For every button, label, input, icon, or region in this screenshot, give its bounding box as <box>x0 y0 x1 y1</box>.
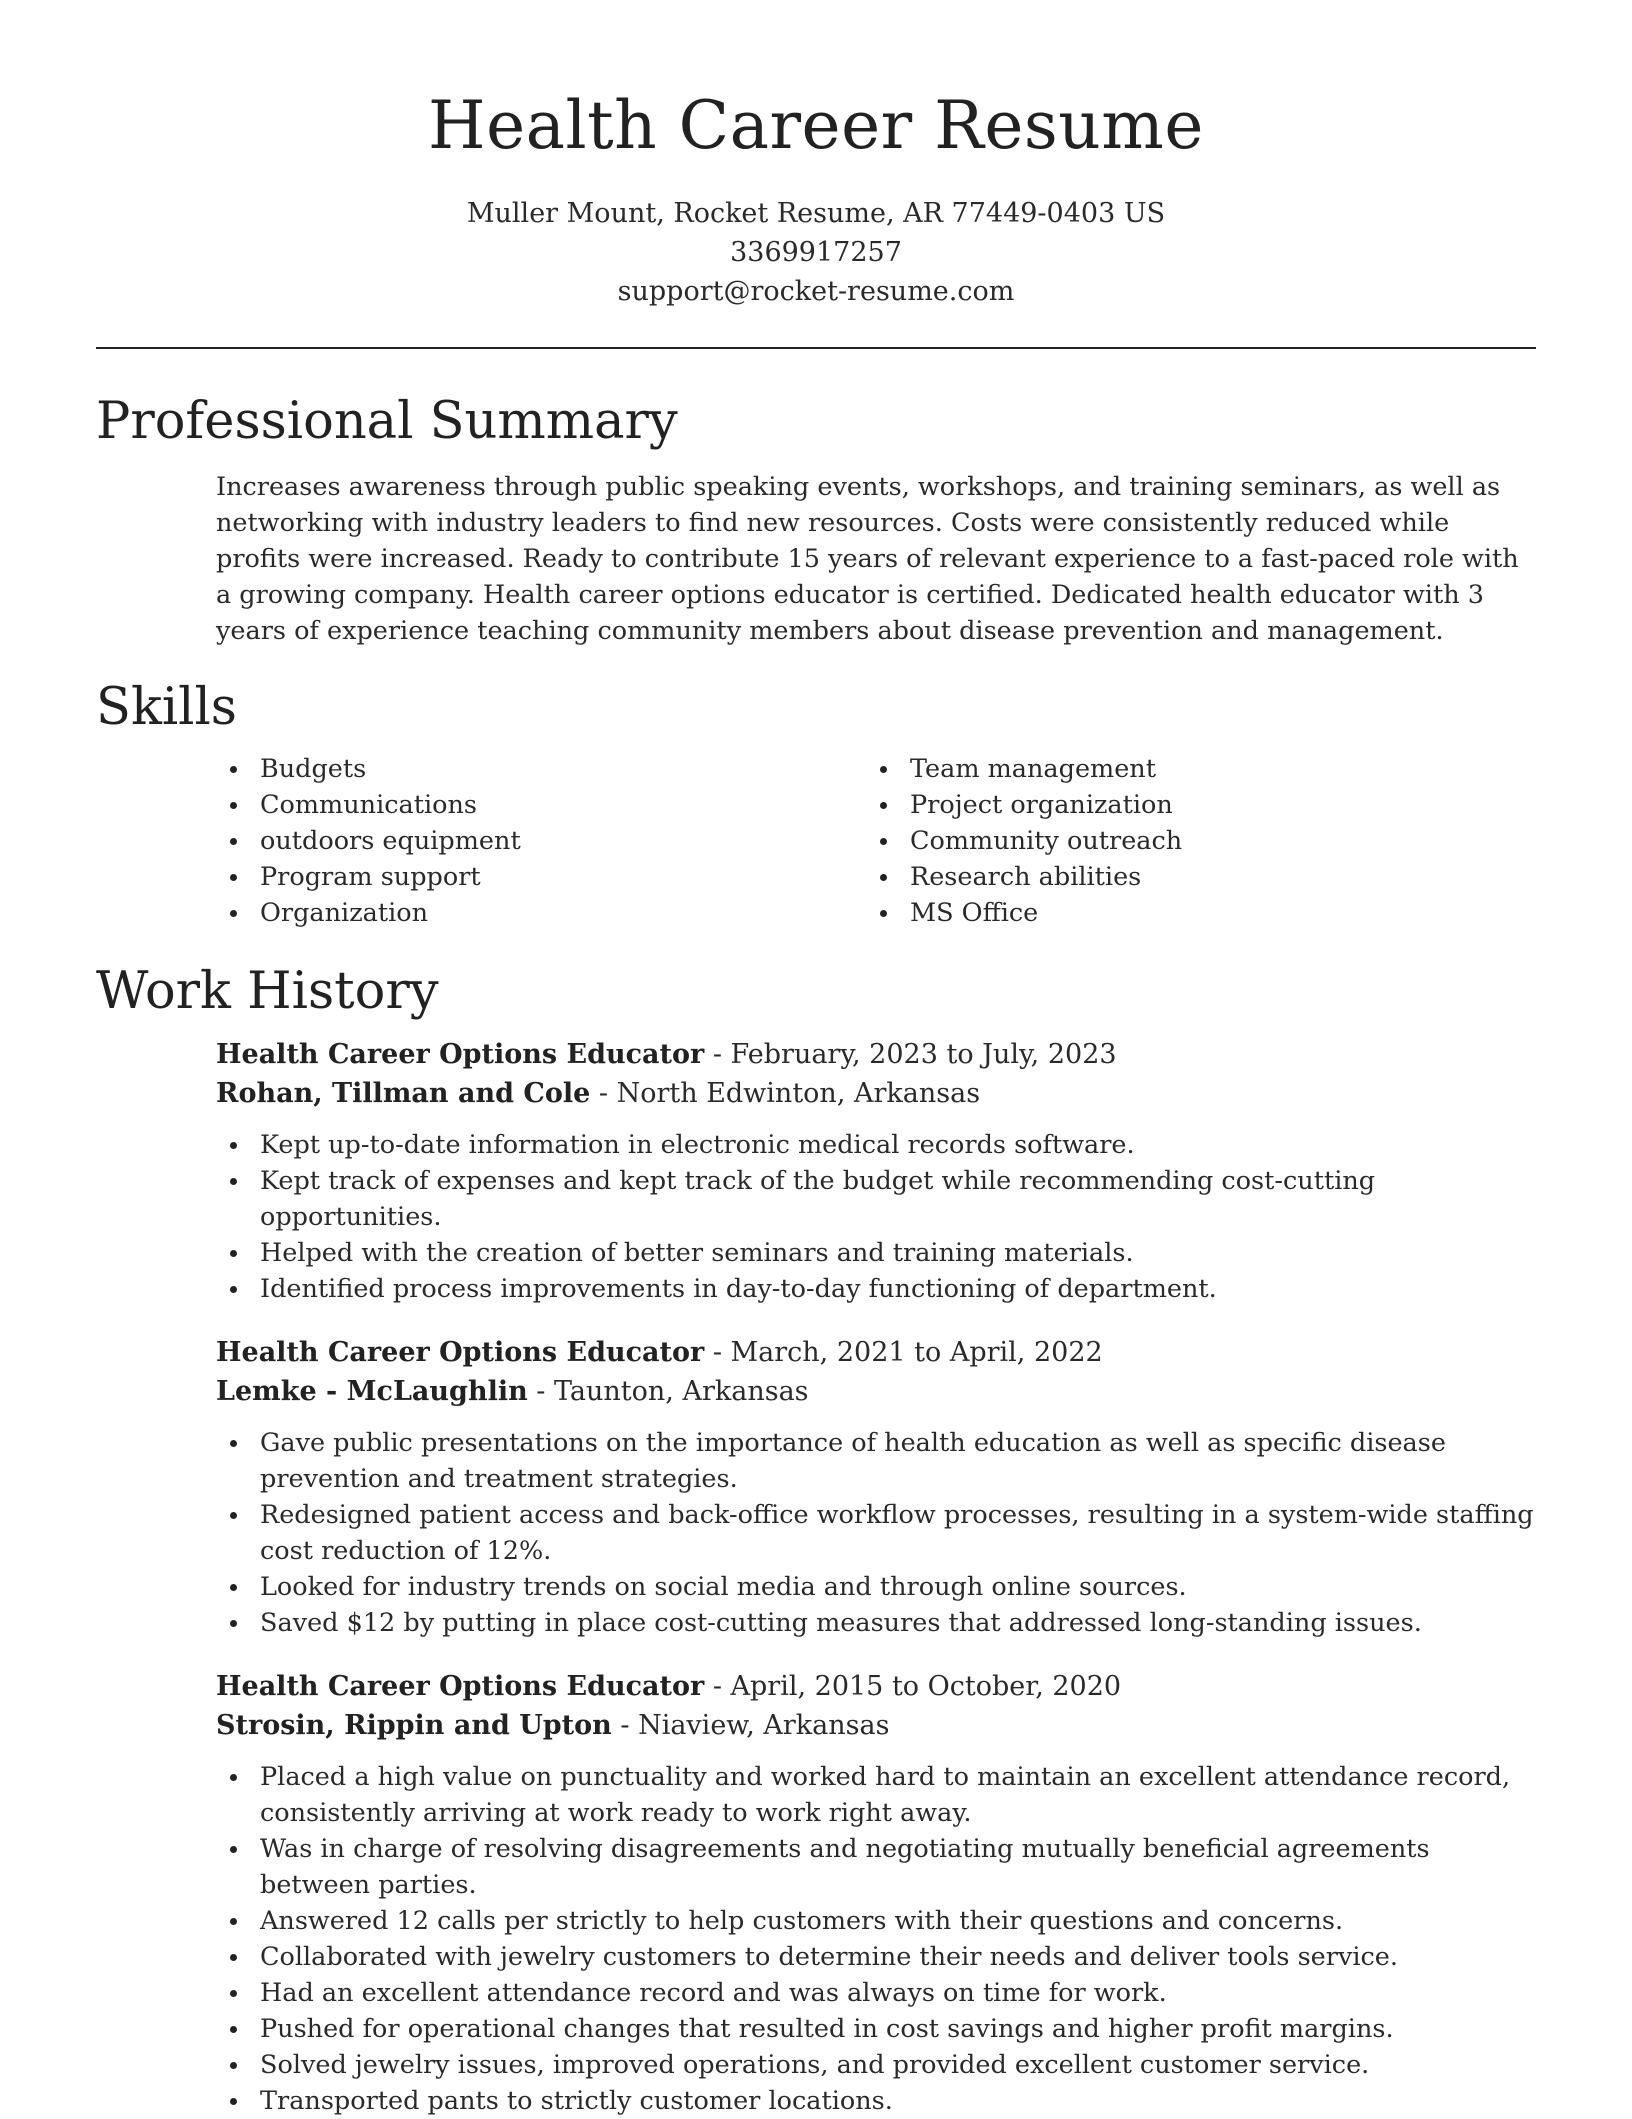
job-bullets <box>216 1759 1536 2119</box>
job-company-line <box>216 1372 1536 1411</box>
skill-item: Community outreach <box>866 823 1516 859</box>
job-entry <box>216 1035 1536 1307</box>
job-company: Rohan, Tillman and Cole <box>216 1078 591 1109</box>
job-dates: - February, 2023 to July, 2023 <box>704 1039 1117 1070</box>
summary-text: Increases awareness through public speaking events, workshops, and training seminars, as well as networking with industry leaders to find new resources. Costs were consistently reduced while profits were increased. Ready to contribute 15 years of relevant experience to a fast-paced role with a growing company. Health career options educator is certified. Dedicated health educator with 3 years of experience teaching community members about disease prevention and management. <box>216 472 1519 646</box>
job-bullet: Kept up-to-date information in electronic medical records software. <box>216 1127 1536 1163</box>
job-bullet: Transported pants to strictly customer locations. <box>216 2083 1536 2119</box>
job-bullet: Looked for industry trends on social media and through online sources. <box>216 1569 1536 1605</box>
summary-heading: Professional Summary <box>96 392 678 451</box>
job-location: - Niaview, Arkansas <box>611 1710 890 1741</box>
job-bullets <box>216 1127 1536 1307</box>
contact-email: support@rocket-resume.com <box>617 276 1015 307</box>
job-dates: - March, 2021 to April, 2022 <box>704 1337 1103 1368</box>
job-title-line <box>216 1035 1536 1074</box>
job-bullet: Solved jewelry issues, improved operations, and provided excellent customer service. <box>216 2047 1536 2083</box>
skill-item: Organization <box>216 895 866 931</box>
skills-heading: Skills <box>96 678 237 737</box>
job-role: Health Career Options Educator <box>216 1671 705 1702</box>
job-bullet: Gave public presentations on the importance of health education as well as specific disease prevention and treatment strategies. <box>216 1425 1536 1497</box>
job-bullet: Saved $12 by putting in place cost-cutting measures that addressed long-standing issues. <box>216 1605 1536 1641</box>
contact-info <box>96 194 1536 311</box>
skill-item: Research abilities <box>866 859 1516 895</box>
job-entry <box>216 1667 1536 2119</box>
skill-item: MS Office <box>866 895 1516 931</box>
job-location: - Taunton, Arkansas <box>527 1376 809 1407</box>
job-bullet: Kept track of expenses and kept track of the budget while recommending cost-cutting opportunities. <box>216 1163 1536 1235</box>
resume-page <box>96 0 1536 2119</box>
job-bullet: Pushed for operational changes that resulted in cost savings and higher profit margins. <box>216 2011 1536 2047</box>
work-history-heading: Work History <box>96 962 439 1021</box>
job-company-line <box>216 1074 1536 1113</box>
job-bullet: Was in charge of resolving disagreements and negotiating mutually beneficial agreements between parties. <box>216 1831 1536 1903</box>
job-bullets <box>216 1425 1536 1641</box>
job-dates: - April, 2015 to October, 2020 <box>704 1671 1122 1702</box>
job-bullet: Collaborated with jewelry customers to determine their needs and deliver tools service. <box>216 1939 1536 1975</box>
skill-item: Program support <box>216 859 866 895</box>
job-company: Strosin, Rippin and Upton <box>216 1710 612 1741</box>
skills-column-right <box>866 751 1516 931</box>
skill-item: Team management <box>866 751 1516 787</box>
skill-item: Budgets <box>216 751 866 787</box>
job-bullet: Identified process improvements in day-to-day functioning of department. <box>216 1271 1536 1307</box>
contact-phone: 3369917257 <box>730 237 902 268</box>
job-role: Health Career Options Educator <box>216 1039 705 1070</box>
job-entry <box>216 1333 1536 1641</box>
resume-header <box>96 0 1536 311</box>
skill-item: Project organization <box>866 787 1516 823</box>
skills-column-left <box>216 751 866 931</box>
job-bullet: Answered 12 calls per strictly to help customers with their questions and concerns. <box>216 1903 1536 1939</box>
job-bullet: Placed a high value on punctuality and worked hard to maintain an excellent attendance record, consistently arriving at work ready to work right away. <box>216 1759 1536 1831</box>
contact-address: Muller Mount, Rocket Resume, AR 77449-0403 US <box>466 198 1166 229</box>
skill-item: Communications <box>216 787 866 823</box>
job-bullet: Helped with the creation of better seminars and training materials. <box>216 1235 1536 1271</box>
skill-item: outdoors equipment <box>216 823 866 859</box>
job-title-line <box>216 1333 1536 1372</box>
header-divider <box>96 347 1536 349</box>
skills-list <box>216 751 1536 931</box>
job-bullet: Redesigned patient access and back-office workflow processes, resulting in a system-wide staffing cost reduction of 12%. <box>216 1497 1536 1569</box>
job-bullet: Had an excellent attendance record and was always on time for work. <box>216 1975 1536 2011</box>
job-role: Health Career Options Educator <box>216 1337 705 1368</box>
job-title-line <box>216 1667 1536 1706</box>
job-company-line <box>216 1706 1536 1745</box>
job-location: - North Edwinton, Arkansas <box>590 1078 981 1109</box>
resume-title: Health Career Resume <box>428 87 1204 164</box>
job-company: Lemke - McLaughlin <box>216 1376 528 1407</box>
